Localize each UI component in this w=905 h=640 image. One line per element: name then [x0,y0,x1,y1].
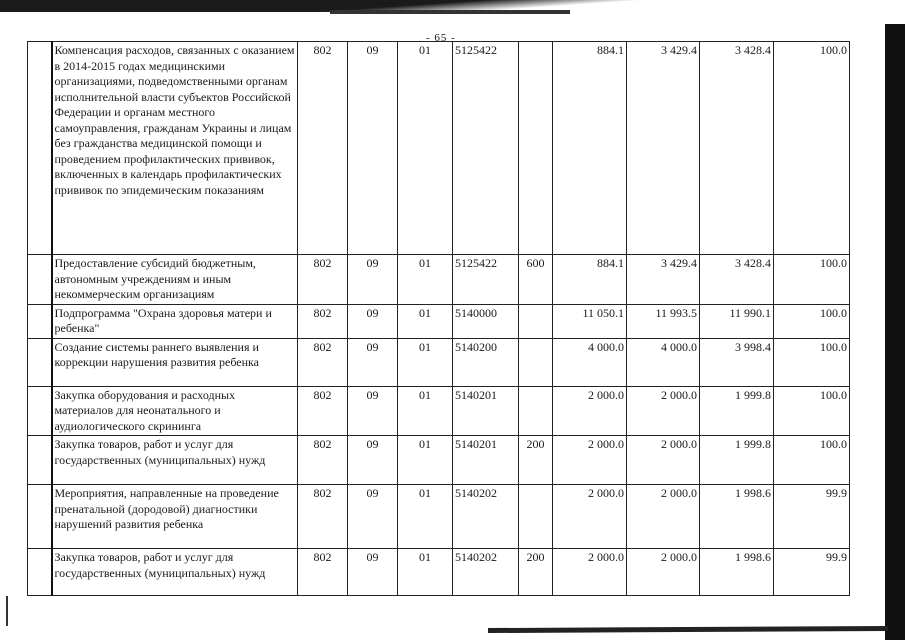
row-ministry-code: 802 [298,42,348,255]
table-row [28,436,850,485]
scan-border-right [885,24,905,640]
row-approved-value: 4 000.0 [627,338,700,386]
row-section-code: 09 [348,304,398,338]
row-plan-value: 4 000.0 [553,338,627,386]
row-name: Закупка товаров, работ и услуг для государственных (муниципальных) нужд [52,549,298,596]
row-expense-type [519,485,553,549]
row-percent-value: 99.9 [774,485,850,549]
row-plan-value: 11 050.1 [553,304,627,338]
row-expense-type: 200 [519,549,553,596]
budget-table [27,41,850,596]
row-ministry-code: 802 [298,386,348,436]
row-percent-value: 100.0 [774,436,850,485]
row-subsection-code: 01 [398,436,453,485]
row-index-cell [28,485,52,549]
scan-border-top-mark [330,10,570,14]
row-percent-value: 100.0 [774,255,850,305]
page-number: - 65 - [426,32,456,44]
row-ministry-code: 802 [298,255,348,305]
table-row [28,255,850,305]
row-approved-value: 3 429.4 [627,255,700,305]
row-plan-value: 2 000.0 [553,485,627,549]
row-ministry-code: 802 [298,485,348,549]
table-row [28,386,850,436]
row-target-article: 5140202 [453,549,519,596]
table-row [28,338,850,386]
row-approved-value: 2 000.0 [627,485,700,549]
row-subsection-code: 01 [398,304,453,338]
row-name: Компенсация расходов, связанных с оказанием в 2014-2015 годах медицинскими организациями, подведомственными органам исполнительной власти субъектов Российской Федерации и органам местного самоуправления, гражданам Украины и лицам без гражданства медицинской помощи и проведением профилактических прививок, включенных в календарь профилактических прививок по эпидемическим показаниям [52,42,298,255]
row-percent-value: 99.9 [774,549,850,596]
row-section-code: 09 [348,549,398,596]
row-index-cell [28,386,52,436]
row-subsection-code: 01 [398,255,453,305]
row-subsection-code: 01 [398,338,453,386]
row-name: Мероприятия, направленные на проведение пренатальной (дородовой) диагностики нарушений развития ребенка [52,485,298,549]
row-index-cell [28,549,52,596]
row-index-cell [28,255,52,305]
row-expense-type [519,338,553,386]
row-expense-type: 600 [519,255,553,305]
scan-border-left-mark [6,596,8,626]
table-row [28,549,850,596]
row-approved-value: 2 000.0 [627,436,700,485]
row-ministry-code: 802 [298,436,348,485]
row-executed-value: 3 428.4 [700,255,774,305]
row-percent-value: 100.0 [774,338,850,386]
row-name: Закупка товаров, работ и услуг для государственных (муниципальных) нужд [52,436,298,485]
row-section-code: 09 [348,255,398,305]
row-executed-value: 1 998.6 [700,549,774,596]
row-executed-value: 1 998.6 [700,485,774,549]
table-row [28,42,850,255]
row-section-code: 09 [348,338,398,386]
row-ministry-code: 802 [298,304,348,338]
row-plan-value: 884.1 [553,42,627,255]
row-name: Подпрограмма "Охрана здоровья матери и ребенка" [52,304,298,338]
budget-table-body [28,42,850,596]
row-index-cell [28,436,52,485]
row-name: Предоставление субсидий бюджетным, автономным учреждениям и иным некоммерческим организациям [52,255,298,305]
row-percent-value: 100.0 [774,386,850,436]
row-plan-value: 2 000.0 [553,386,627,436]
row-index-cell [28,304,52,338]
row-section-code: 09 [348,485,398,549]
row-approved-value: 3 429.4 [627,42,700,255]
row-approved-value: 2 000.0 [627,386,700,436]
row-plan-value: 2 000.0 [553,436,627,485]
scan-border-bottom [488,626,888,633]
row-executed-value: 3 428.4 [700,42,774,255]
row-target-article: 5125422 [453,255,519,305]
row-executed-value: 3 998.4 [700,338,774,386]
row-ministry-code: 802 [298,549,348,596]
row-target-article: 5140000 [453,304,519,338]
row-name: Закупка оборудования и расходных материалов для неонатального и аудиологического скрининга [52,386,298,436]
row-subsection-code: 01 [398,549,453,596]
row-expense-type [519,386,553,436]
row-target-article: 5140201 [453,386,519,436]
row-index-cell [28,42,52,255]
row-expense-type [519,42,553,255]
row-subsection-code: 01 [398,485,453,549]
row-name: Создание системы раннего выявления и коррекции нарушения развития ребенка [52,338,298,386]
row-subsection-code: 01 [398,42,453,255]
row-section-code: 09 [348,386,398,436]
row-percent-value: 100.0 [774,304,850,338]
row-plan-value: 2 000.0 [553,549,627,596]
table-row [28,485,850,549]
row-target-article: 5140201 [453,436,519,485]
row-approved-value: 2 000.0 [627,549,700,596]
row-approved-value: 11 993.5 [627,304,700,338]
row-expense-type: 200 [519,436,553,485]
row-executed-value: 1 999.8 [700,436,774,485]
row-target-article: 5140200 [453,338,519,386]
row-plan-value: 884.1 [553,255,627,305]
row-percent-value: 100.0 [774,42,850,255]
row-subsection-code: 01 [398,386,453,436]
row-section-code: 09 [348,42,398,255]
row-expense-type [519,304,553,338]
table-row [28,304,850,338]
row-executed-value: 11 990.1 [700,304,774,338]
row-section-code: 09 [348,436,398,485]
row-index-cell [28,338,52,386]
row-target-article: 5125422 [453,42,519,255]
row-target-article: 5140202 [453,485,519,549]
row-executed-value: 1 999.8 [700,386,774,436]
row-ministry-code: 802 [298,338,348,386]
